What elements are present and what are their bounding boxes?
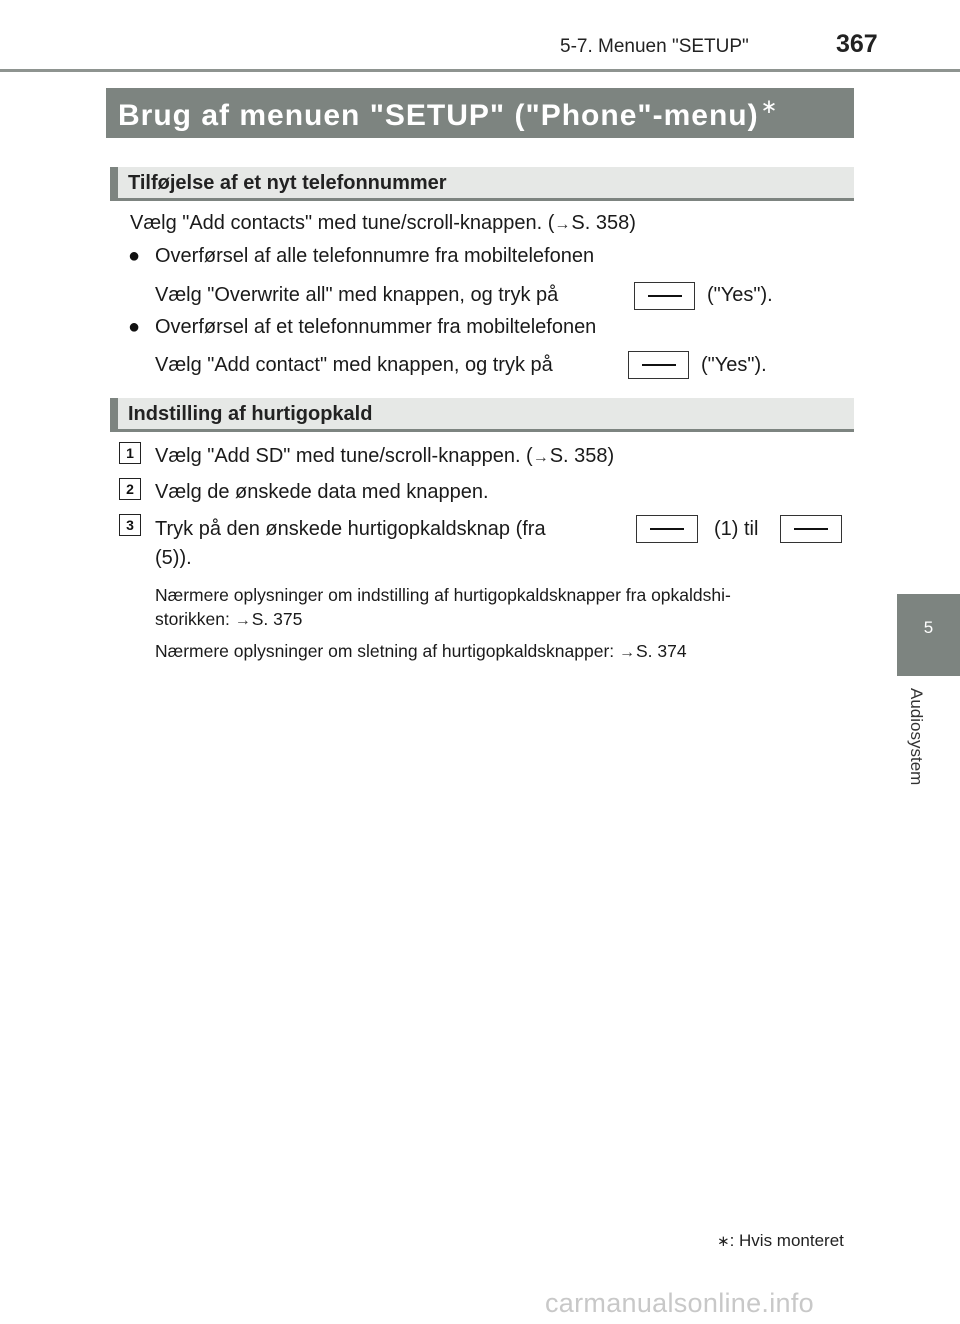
bullet-icon: ● xyxy=(128,245,141,267)
asterisk-icon: ∗ xyxy=(760,96,779,118)
arrow-icon: → xyxy=(619,644,635,661)
step-text: Vælg "Add SD" med tune/scroll-knappen. (→S. 358) xyxy=(155,445,615,467)
bullet-title: Overførsel af alle telefonnumre fra mobiltelefonen xyxy=(155,245,595,267)
section-heading-text: Tilføjelse af et nyt telefonnummer xyxy=(128,172,447,194)
step-text: Tryk på den ønskede hurtigopkaldsknap (fra xyxy=(155,518,546,540)
page-title xyxy=(118,94,778,133)
yes-button-image xyxy=(634,282,695,310)
yes-button-image xyxy=(628,351,689,379)
intro-instruction: Vælg "Add contacts" med tune/scroll-knappen. (→S. 358) xyxy=(130,212,636,234)
section-heading-speed-dial xyxy=(110,398,854,432)
chapter-label: Audiosystem xyxy=(907,688,926,786)
bullet-instruction-end: ("Yes"). xyxy=(701,354,767,376)
arrow-icon: → xyxy=(234,612,251,629)
step-number: 1 xyxy=(119,442,141,464)
speed-dial-button-image xyxy=(636,515,698,543)
step-text-continued: (5)). xyxy=(155,547,192,569)
header-divider xyxy=(0,69,960,72)
step-text: Vælg de ønskede data med knappen. xyxy=(155,481,489,503)
section-heading-add-number xyxy=(110,167,854,201)
bullet-instruction: Vælg "Add contact" med knappen, og tryk på xyxy=(155,354,553,376)
step-number: 2 xyxy=(119,478,141,500)
page-number: 367 xyxy=(836,30,878,58)
arrow-icon: → xyxy=(554,216,571,233)
speed-dial-button-image xyxy=(780,515,842,543)
note-text: storikken: →S. 375 xyxy=(155,609,303,629)
watermark: carmanualsonline.info xyxy=(545,1288,814,1318)
arrow-icon: → xyxy=(532,449,549,466)
asterisk-icon: ∗ xyxy=(717,1233,730,1250)
bullet-instruction: Vælg "Overwrite all" med knappen, og tryk på xyxy=(155,284,559,306)
bullet-title: Overførsel af et telefonnummer fra mobiltelefonen xyxy=(155,316,597,338)
bullet-instruction-end: ("Yes"). xyxy=(707,284,773,306)
page-title-banner xyxy=(106,88,854,138)
section-heading-text: Indstilling af hurtigopkald xyxy=(128,403,373,425)
bullet-icon: ● xyxy=(128,316,141,338)
footnote: ∗: Hvis monteret xyxy=(717,1231,844,1250)
note-text: Nærmere oplysninger om sletning af hurtigopkaldsknapper: →S. 374 xyxy=(155,641,687,661)
running-header-section: 5-7. Menuen "SETUP" xyxy=(560,36,749,57)
chapter-number: 5 xyxy=(923,618,934,637)
page-title-text: Brug af menuen "SETUP" ("Phone"-menu) xyxy=(118,99,759,132)
step-text-middle: (1) til xyxy=(714,518,759,540)
step-number: 3 xyxy=(119,514,141,536)
note-text: Nærmere oplysninger om indstilling af hurtigopkaldsknapper fra opkaldshi- xyxy=(155,585,731,605)
chapter-tab xyxy=(897,594,960,676)
